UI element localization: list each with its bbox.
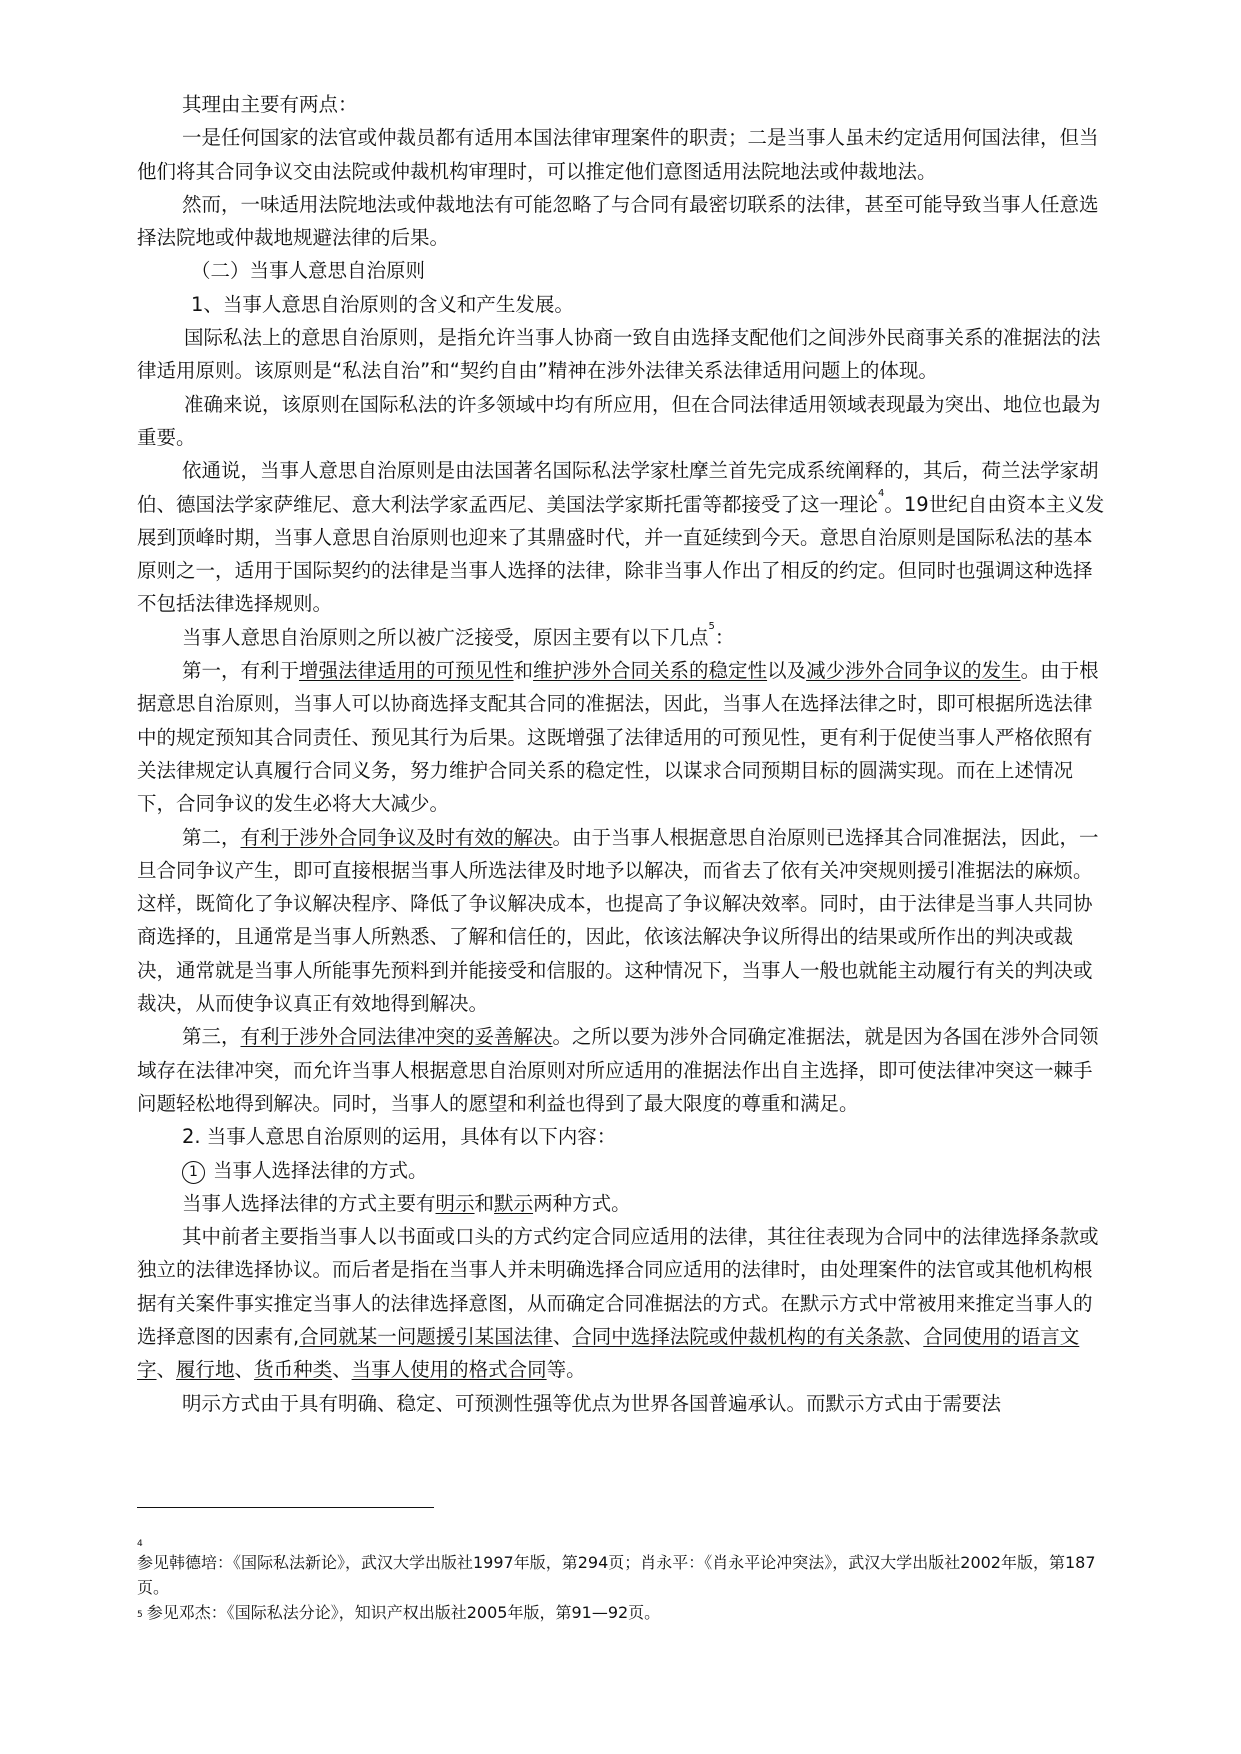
body-text [137, 88, 1105, 1420]
paragraph [137, 454, 1105, 620]
underlined-text: 合同使用的语言文字 [137, 1324, 1080, 1382]
text-run: 依通说，当事人意思自治原则是由法国著名国际私法学家杜摩兰首先完成系统阐释的，其后，荷兰法学家胡伯、德国法学家萨维尼、意大利法学家孟西尼、美国法学家斯托雷等都接受了这一理论 [137, 459, 1099, 516]
subsection-heading: 2. 当事人意思自治原则的运用，具体有以下内容： [182, 1125, 617, 1149]
footnote-ref-5[interactable]: 5 [708, 620, 715, 632]
text-run: 第二， [182, 825, 241, 849]
text-run: 以及 [767, 659, 807, 683]
footnote-5 [137, 1600, 1105, 1625]
footnote-text: 参见邓杰：《国际私法分论》，知识产权出版社2005年版，第91—92页。 [146, 1603, 661, 1622]
footnote-ref-4[interactable]: 4 [878, 487, 885, 499]
footnote-mark-4: 4 [137, 1539, 143, 1549]
paragraph [137, 821, 1105, 1021]
underlined-text: 合同就某一问题援引某国法律 [299, 1324, 553, 1348]
underlined-text: 合同中选择法院或仲裁机构的有关条款 [572, 1324, 904, 1348]
text-run: 、 [332, 1358, 352, 1382]
text-run: 当事人选择法律的方式。 [213, 1158, 428, 1182]
underlined-text: 有利于涉外合同争议及时有效的解决 [240, 825, 553, 849]
text-run: 、 [234, 1358, 255, 1382]
text-run: 第一，有利于 [182, 659, 300, 683]
paragraph [137, 1187, 1105, 1220]
paragraph: 国际私法上的意思自治原则，是指允许当事人协商一致自由选择支配他们之间涉外民商事关系的准据法的法律适用原则。该原则是“私法自治”和“契约自由”精神在涉外法律关系法律适用问题上的体现。 [137, 326, 1101, 383]
text-run: 第三， [182, 1025, 241, 1049]
paragraph: 其理由主要有两点： [182, 93, 358, 116]
footnotes [137, 1538, 1105, 1625]
paragraph [137, 1220, 1105, 1386]
circled-number: 1 [182, 1161, 205, 1184]
text-run: 。之所以要为涉外合同确定准据法，就是因为各国在涉外合同领域存在法律冲突，而允许当事人根据意思自治原则对所应适用的准据法作出自主选择，即可使法律冲突这一棘手问题轻松地得到解决。同时，当事人的愿望和利益也得到了最大限度的尊重和满足。 [137, 1025, 1099, 1115]
underlined-text: 当事人使用的格式合同 [351, 1358, 547, 1382]
text-run: 当事人意思自治原则之所以被广泛接受，原因主要有以下几点 [182, 625, 709, 649]
paragraph: 一是任何国家的法官或仲裁员都有适用本国法律审理案件的职责；二是当事人虽未约定适用何国法律，但当他们将其合同争议交由法院或仲裁机构审理时，可以推定他们意图适用法院地法或仲裁地法。 [137, 126, 1099, 183]
text-run: 和 [513, 659, 534, 683]
paragraph [137, 1020, 1105, 1120]
footnote-mark-5: 5 [137, 1610, 143, 1620]
paragraph: 准确来说，该原则在国际私法的许多领域中均有所应用，但在合同法律适用领域表现最为突出、地位也最为重要。 [137, 392, 1101, 449]
text-run: 、 [903, 1324, 924, 1348]
footnote-4: 参见韩德培：《国际私法新论》，武汉大学出版社1997年版，第294页；肖永平：《肖永平论冲突法》，武汉大学出版社2002年版，第187页。 [137, 1553, 1096, 1597]
text-run: 等。 [546, 1358, 586, 1382]
item-heading [137, 1154, 1105, 1187]
text-run: 其中前者主要指当事人以书面或口头的方式约定合同应适用的法律，其往往表现为合同中的法律选择条款或独立的法律选择协议。而后者是指在当事人并未明确选择合同应适用的法律时，由处理案件的法官或其他机构根据有关案件事实推定当事人的法律选择意图，从而确定合同准据法的方式。在默示方式中常被用来推定当事人的选择意图的因素有, [137, 1225, 1099, 1348]
underlined-text: 维护涉外合同关系的稳定性 [533, 659, 768, 683]
underlined-text: 增强法律适用的可预见性 [299, 659, 514, 683]
text-run: ： [714, 625, 735, 649]
underlined-text: 减少涉外合同争议的发生 [806, 659, 1021, 683]
paragraph [137, 654, 1105, 820]
text-run: 。由于根据意思自治原则，当事人可以协商选择支配其合同的准据法，因此，当事人在选择法律之时，即可根据所选法律中的规定预知其合同责任、预见其行为后果。这既增强了法律适用的可预见性，更有利于促使当事人严格依照有关法律规定认真履行合同义务，努力维护合同关系的稳定性，以谋求合同预期目标的圆满实现。而在上述情况下，合同争议的发生必将大大减少。 [137, 659, 1099, 816]
underlined-text: 有利于涉外合同法律冲突的妥善解决 [240, 1025, 553, 1049]
underlined-text: 默示 [494, 1191, 534, 1215]
text-run: 和 [474, 1191, 495, 1215]
underlined-text: 履行地 [176, 1358, 235, 1382]
text-run: 、 [156, 1358, 177, 1382]
text-run: 。由于当事人根据意思自治原则已选择其合同准据法，因此，一旦合同争议产生，即可直接根据当事人所选法律及时地予以解决，而省去了依有关冲突规则援引准据法的麻烦。这样，既简化了争议解决程序、降低了争议解决成本，也提高了争议解决效率。同时，由于法律是当事人共同协商选择的，且通常是当事人所熟悉、了解和信任的，因此，依该法解决争议所得出的结果或所作出的判决或裁决，通常就是当事人所能事先预料到并能接受和信服的。这种情况下，当事人一般也就能主动履行有关的判决或裁决，从而使争议真正有效地得到解决。 [137, 825, 1099, 1016]
underlined-text: 货币种类 [254, 1358, 333, 1382]
text-run: 、 [552, 1324, 573, 1348]
text-run: 。19世纪自由资本主义发展到顶峰时期，当事人意思自治原则也迎来了其鼎盛时代，并一直延续到今天。意思自治原则是国际私法的基本原则之一，适用于国际契约的法律是当事人选择的法律，除非当事人作出了相反的约定。但同时也强调这种选择不包括法律选择规则。 [137, 492, 1105, 616]
underlined-text: 明示 [435, 1191, 475, 1215]
text-run: 两种方式。 [533, 1191, 631, 1215]
paragraph [137, 621, 1105, 654]
footnote-separator [137, 1507, 434, 1508]
paragraph: 明示方式由于具有明确、稳定、可预测性强等优点为世界各国普遍承认。而默示方式由于需要法 [182, 1391, 1002, 1415]
text-run: 当事人选择法律的方式主要有 [182, 1191, 436, 1215]
paragraph: 然而，一味适用法院地法或仲裁地法有可能忽略了与合同有最密切联系的法律，甚至可能导致当事人任意选择法院地或仲裁地规避法律的后果。 [137, 192, 1099, 250]
section-heading: （二）当事人意思自治原则 [191, 259, 426, 283]
subsection-heading: 1、当事人意思自治原则的含义和产生发展。 [191, 292, 574, 316]
